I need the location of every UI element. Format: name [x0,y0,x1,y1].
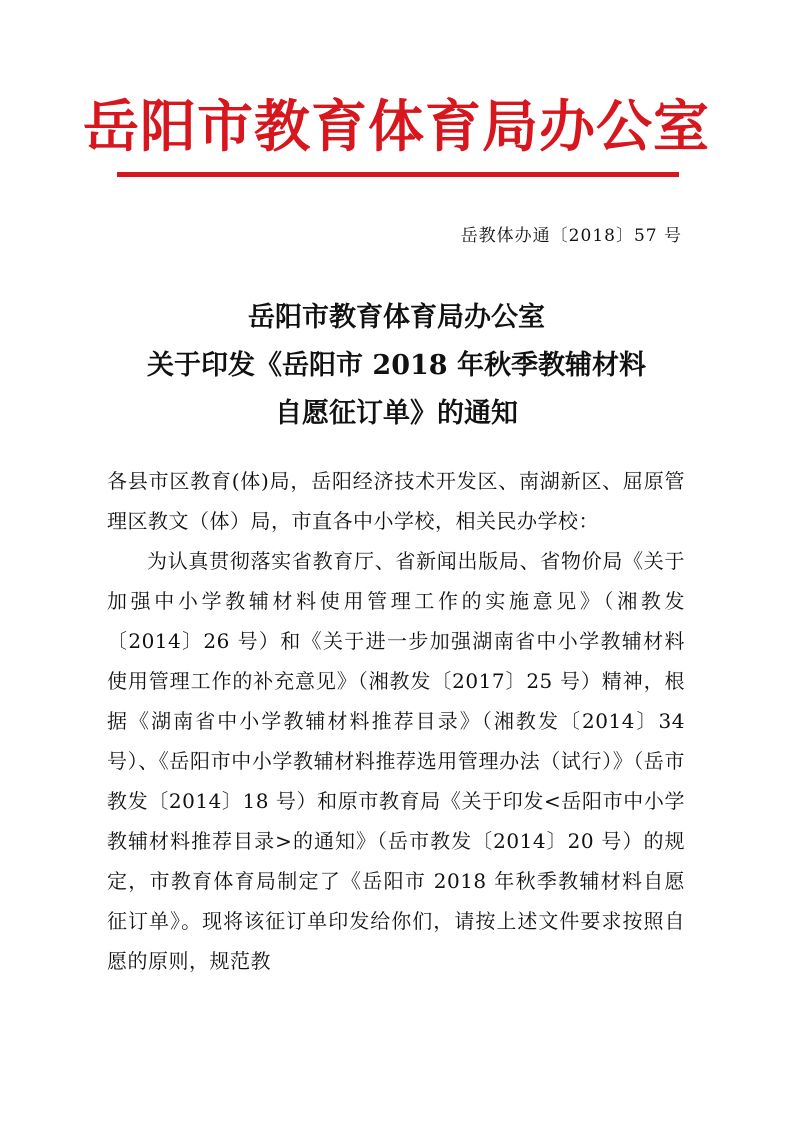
red-divider-line [117,172,679,177]
body-paragraph: 为认真贯彻落实省教育厅、省新闻出版局、省物价局《关于加强中小学教辅材料使用管理工作的实施意见》（湘教发〔2014〕26 号）和《关于进一步加强湖南省中小学教辅材料使用管理工作的补充意见》（湘教发〔2017〕25 号）精神，根据《湖南省中小学教辅材料推荐目录》（湘教发〔2014〕34 号）、《岳阳市中小学教辅材料推荐选用管理办法（试行）》（岳市教发〔2014〕18 号）和原市教育局《关于印发<岳阳市中小学教辅材料推荐目录>的通知》（岳市教发〔2014〕20 号）的规定，市教育体育局制定了《岳阳市 2018 年秋季教辅材料自愿征订单》。现将该征订单印发给你们，请按上述文件要求按照自愿的原则，规范教 [107,549,685,973]
document-body [107,461,685,981]
agency-title: 岳阳市教育体育局办公室 [83,94,710,160]
document-number: 岳教体办通〔2018〕57 号 [460,226,682,246]
document-title-line-1: 岳阳市教育体育局办公室 [248,302,545,333]
document-title [0,294,793,438]
document-title-line-3: 自愿征订单》的通知 [275,398,518,429]
document-title-line-2: 关于印发《岳阳市 2018 年秋季教辅材料 [147,350,646,381]
recipients-line: 各县市区教育(体)局，岳阳经济技术开发区、南湖新区、屈原管理区教文（体）局，市直各中小学校，相关民办学校： [107,469,685,533]
